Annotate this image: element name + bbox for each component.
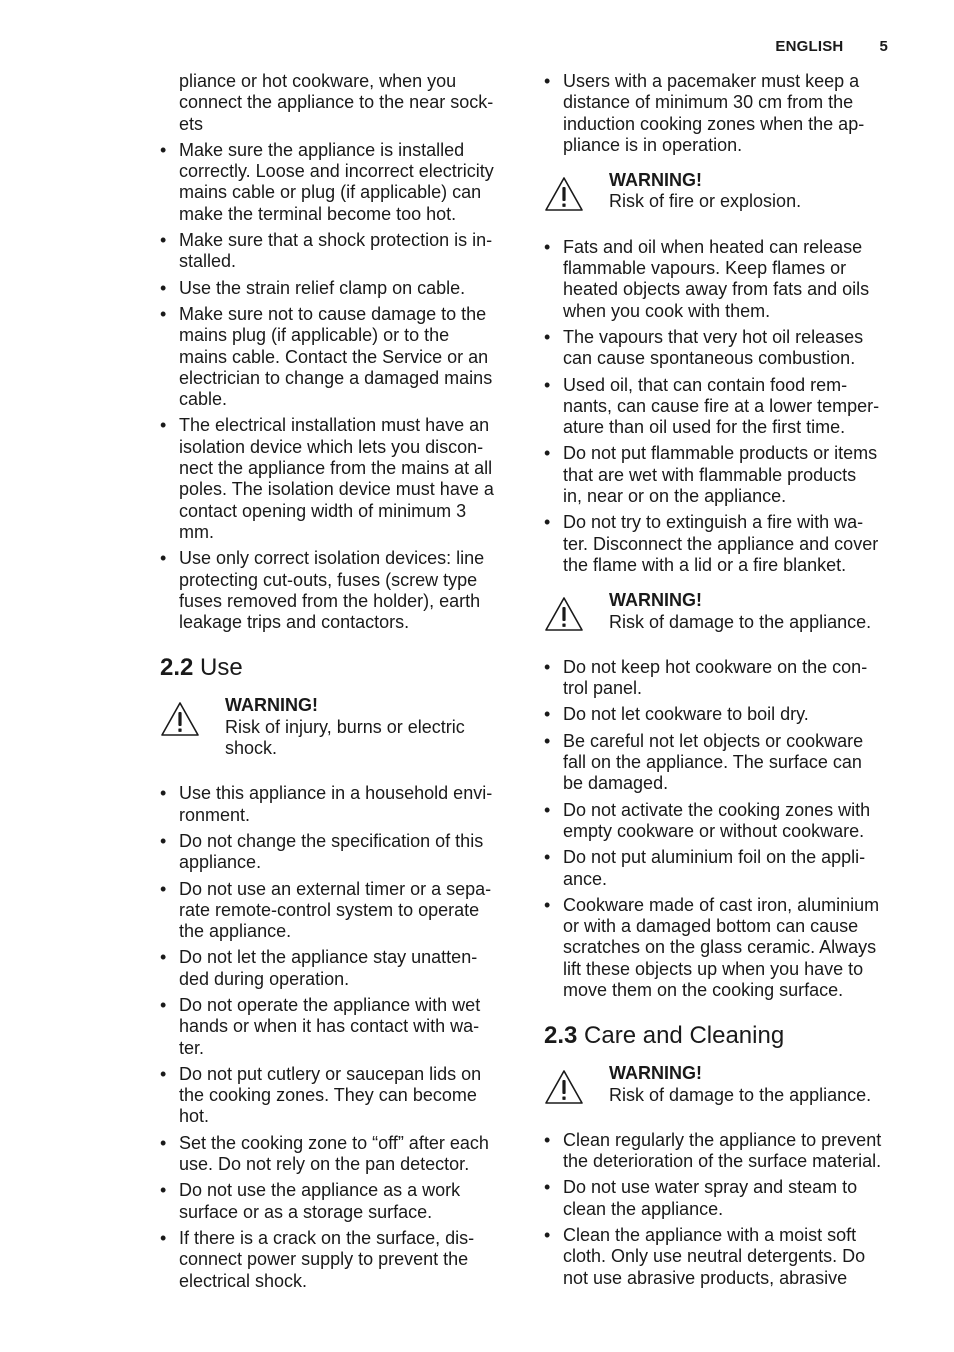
text-line: the cooking zones. They can become (179, 1085, 477, 1106)
text-line: poles. The isolation device must have a (179, 479, 494, 500)
text-line: pliance is in operation. (563, 134, 743, 155)
text-line: • Do not keep hot cookware on the con- (563, 656, 868, 677)
text-line: • Clean the appliance with a moist soft (563, 1225, 857, 1246)
text-line: correctly. Loose and incorrect electricity (179, 161, 494, 182)
text-line: electrical shock. (179, 1270, 308, 1291)
warning-triangle-icon (160, 701, 200, 737)
list-item (160, 1228, 516, 1292)
section-heading-care (544, 1021, 900, 1051)
continuation-text (160, 71, 516, 135)
text-line: • Make sure not to cause damage to the (179, 303, 487, 324)
text-line: in, near or on the appliance. (563, 486, 787, 507)
text-line: not use abrasive products, abrasive (563, 1267, 848, 1288)
warning-triangle-icon (544, 596, 584, 632)
text-line: shock. (225, 738, 278, 759)
page-number: 5 (879, 38, 888, 55)
text-line: • If there is a crack on the surface, dis- (179, 1227, 475, 1248)
list-item (160, 947, 516, 990)
list-item (544, 327, 900, 370)
text-line: • Do not put cutlery or saucepan lids on (179, 1063, 482, 1084)
text-line: leakage trips and contactors. (179, 612, 410, 633)
text-line: mains cable or plug (if applicable) can (179, 182, 482, 203)
text-line: surface or as a storage surface. (179, 1201, 433, 1222)
warning-box-care (544, 1063, 900, 1106)
text-line: hot. (179, 1106, 210, 1127)
care-list (544, 1130, 900, 1289)
text-line: • Make sure that a shock protection is in- (179, 230, 493, 251)
text-line: protecting cut-outs, fuses (screw type (179, 569, 478, 590)
text-line: nect the appliance from the mains at all (179, 458, 493, 479)
text-line: the appliance. (179, 921, 292, 942)
warning-title: WARNING! (609, 1063, 702, 1084)
page-header (775, 38, 888, 55)
text-line: • Set the cooking zone to “off” after each (179, 1132, 489, 1153)
fire-safety-list (544, 237, 900, 576)
text-line: • Clean regularly the appliance to prevent (563, 1129, 882, 1150)
list-item (544, 375, 900, 439)
text-line: Risk of damage to the appliance. (609, 611, 872, 632)
text-line: scratches on the glass ceramic. Always (563, 937, 877, 958)
text-line: • Do not change the specification of this (179, 830, 484, 851)
text-line: fall on the appliance. The surface can (563, 752, 862, 773)
text-line: mm. (179, 521, 214, 542)
list-item (160, 278, 516, 299)
list-item (160, 1180, 516, 1223)
list-item (544, 704, 900, 725)
warning-text (225, 717, 465, 760)
text-line: • Do not put flammable products or items (563, 443, 878, 464)
warning-content (609, 590, 871, 633)
text-line: cloth. Only use neutral detergents. Do (563, 1246, 866, 1267)
list-item (160, 831, 516, 874)
text-line: that are wet with flammable products (563, 464, 857, 485)
warning-text (609, 1085, 871, 1106)
list-item (160, 1064, 516, 1128)
text-line: flammable vapours. Keep flames or (563, 258, 847, 279)
text-line: • Users with a pacemaker must keep a (563, 71, 860, 91)
section-title: Care and Cleaning (584, 1022, 785, 1050)
text-line: Risk of damage to the appliance. (609, 1084, 872, 1105)
text-line: • Used oil, that can contain food rem- (563, 374, 848, 395)
text-line: connect power supply to prevent the (179, 1249, 469, 1270)
warning-title: WARNING! (609, 590, 702, 611)
left-column (160, 71, 516, 1297)
list-item (544, 657, 900, 700)
text-line: nants, can cause fire at a lower temper- (563, 395, 880, 416)
text-line: ter. Disconnect the appliance and cover (563, 533, 879, 554)
warning-box-use (160, 695, 516, 759)
text-line: • Use only correct isolation devices: line (179, 548, 485, 569)
list-item (544, 800, 900, 843)
text-line: electrician to change a damaged mains (179, 367, 493, 388)
text-line: • The vapours that very hot oil releases (563, 326, 864, 347)
list-item (160, 304, 516, 410)
text-line: • Do not use water spray and steam to (563, 1177, 858, 1198)
section-number: 2.2 (160, 654, 194, 682)
use-list (160, 783, 516, 1292)
text-line: be damaged. (563, 773, 669, 794)
text-line: • Do not use the appliance as a work (179, 1180, 461, 1201)
text-line: Risk of injury, burns or electric (225, 716, 465, 737)
text-line: trol panel. (563, 678, 643, 699)
text-line: stalled. (179, 251, 237, 272)
warning-triangle-icon (544, 176, 584, 212)
section-number: 2.3 (544, 1022, 578, 1050)
text-line: mains plug (if applicable) or to the (179, 325, 450, 346)
list-item (544, 512, 900, 576)
text-line: • Cookware made of cast iron, aluminium (563, 894, 880, 915)
text-line: clean the appliance. (563, 1198, 724, 1219)
list-item (544, 1177, 900, 1220)
list-item (544, 1130, 900, 1173)
text-line: • Do not let cookware to boil dry. (563, 704, 809, 725)
list-item (160, 879, 516, 943)
text-line: • Use the strain relief clamp on cable. (179, 277, 466, 298)
text-line: • Make sure the appliance is installed (179, 139, 465, 160)
text-line: • Do not operate the appliance with wet (179, 994, 481, 1015)
text-line: appliance. (179, 852, 262, 873)
text-line: ter. (179, 1037, 205, 1058)
text-line: make the terminal become too hot. (179, 203, 457, 224)
text-line: • Do not activate the cooking zones with (563, 799, 871, 820)
text-line: ets (179, 113, 204, 134)
list-item (160, 783, 516, 826)
section-title: Use (200, 654, 243, 682)
text-line: contact opening width of minimum 3 (179, 500, 467, 521)
list-item (160, 995, 516, 1059)
damage-list (544, 657, 900, 1001)
list-item (160, 415, 516, 543)
list-item (160, 1133, 516, 1176)
list-item (544, 731, 900, 795)
text-line: • Do not try to extinguish a fire with wa- (563, 512, 864, 533)
text-line: or with a damaged bottom can cause (563, 916, 859, 937)
text-line: move them on the cooking surface. (563, 979, 844, 1000)
list-item (544, 895, 900, 1001)
language-label: ENGLISH (775, 38, 844, 55)
text-line: when you cook with them. (563, 300, 771, 321)
text-line: ature than oil used for the first time. (563, 417, 846, 438)
text-line: ronment. (179, 804, 251, 825)
text-line: lift these objects up when you have to (563, 958, 864, 979)
text-line: induction cooking zones when the ap- (563, 113, 865, 134)
text-line: can cause spontaneous combustion. (563, 348, 856, 369)
text-line: • The electrical installation must have an (179, 415, 490, 436)
text-line: • Do not put aluminium foil on the appli- (563, 847, 866, 868)
warning-triangle-icon (544, 1069, 584, 1105)
warning-title: WARNING! (609, 170, 702, 191)
text-line: isolation device which lets you discon- (179, 436, 484, 457)
section-heading-use (160, 653, 516, 683)
text-line: heated objects away from fats and oils (563, 279, 870, 300)
pacemaker-list (544, 71, 900, 156)
list-item (160, 230, 516, 273)
text-line: • Be careful not let objects or cookware (563, 730, 864, 751)
text-line: cable. (179, 389, 228, 410)
text-line: fuses removed from the holder), earth (179, 590, 481, 611)
list-item (160, 140, 516, 225)
text-line: ded during operation. (179, 968, 350, 989)
text-line: • Use this appliance in a household envi- (179, 783, 493, 804)
text-line: rate remote-control system to operate (179, 899, 480, 920)
list-item (544, 71, 900, 156)
list-item (544, 237, 900, 322)
text-line: • Fats and oil when heated can release (563, 236, 863, 257)
right-column (544, 71, 900, 1294)
text-line: mains cable. Contact the Service or an (179, 346, 489, 367)
warning-content (609, 170, 801, 213)
warning-text (609, 612, 871, 633)
list-item (544, 1225, 900, 1289)
text-line: distance of minimum 30 cm from the (563, 92, 854, 113)
text-line: use. Do not rely on the pan detector. (179, 1154, 470, 1175)
text-line: empty cookware or without cookware. (563, 820, 865, 841)
text-line: Risk of fire or explosion. (609, 191, 802, 212)
warning-box-damage (544, 590, 900, 633)
text-line: the deterioration of the surface material. (563, 1151, 882, 1172)
text-line: connect the appliance to the near sock- (179, 92, 494, 113)
electrical-connection-list (160, 140, 516, 634)
warning-text (609, 191, 801, 212)
text-line: pliance or hot cookware, when you (179, 71, 457, 91)
warning-box-fire (544, 170, 900, 213)
text-line: • Do not use an external timer or a sepa- (179, 878, 492, 899)
list-item (544, 847, 900, 890)
text-line: hands or when it has contact with wa- (179, 1016, 480, 1037)
text-line: ance. (563, 868, 608, 889)
warning-title: WARNING! (225, 695, 318, 716)
warning-content (609, 1063, 871, 1106)
text-line: the flame with a lid or a fire blanket. (563, 554, 847, 575)
list-item (160, 548, 516, 633)
list-item (544, 443, 900, 507)
warning-content (225, 695, 465, 759)
text-line: • Do not let the appliance stay unatten- (179, 947, 478, 968)
